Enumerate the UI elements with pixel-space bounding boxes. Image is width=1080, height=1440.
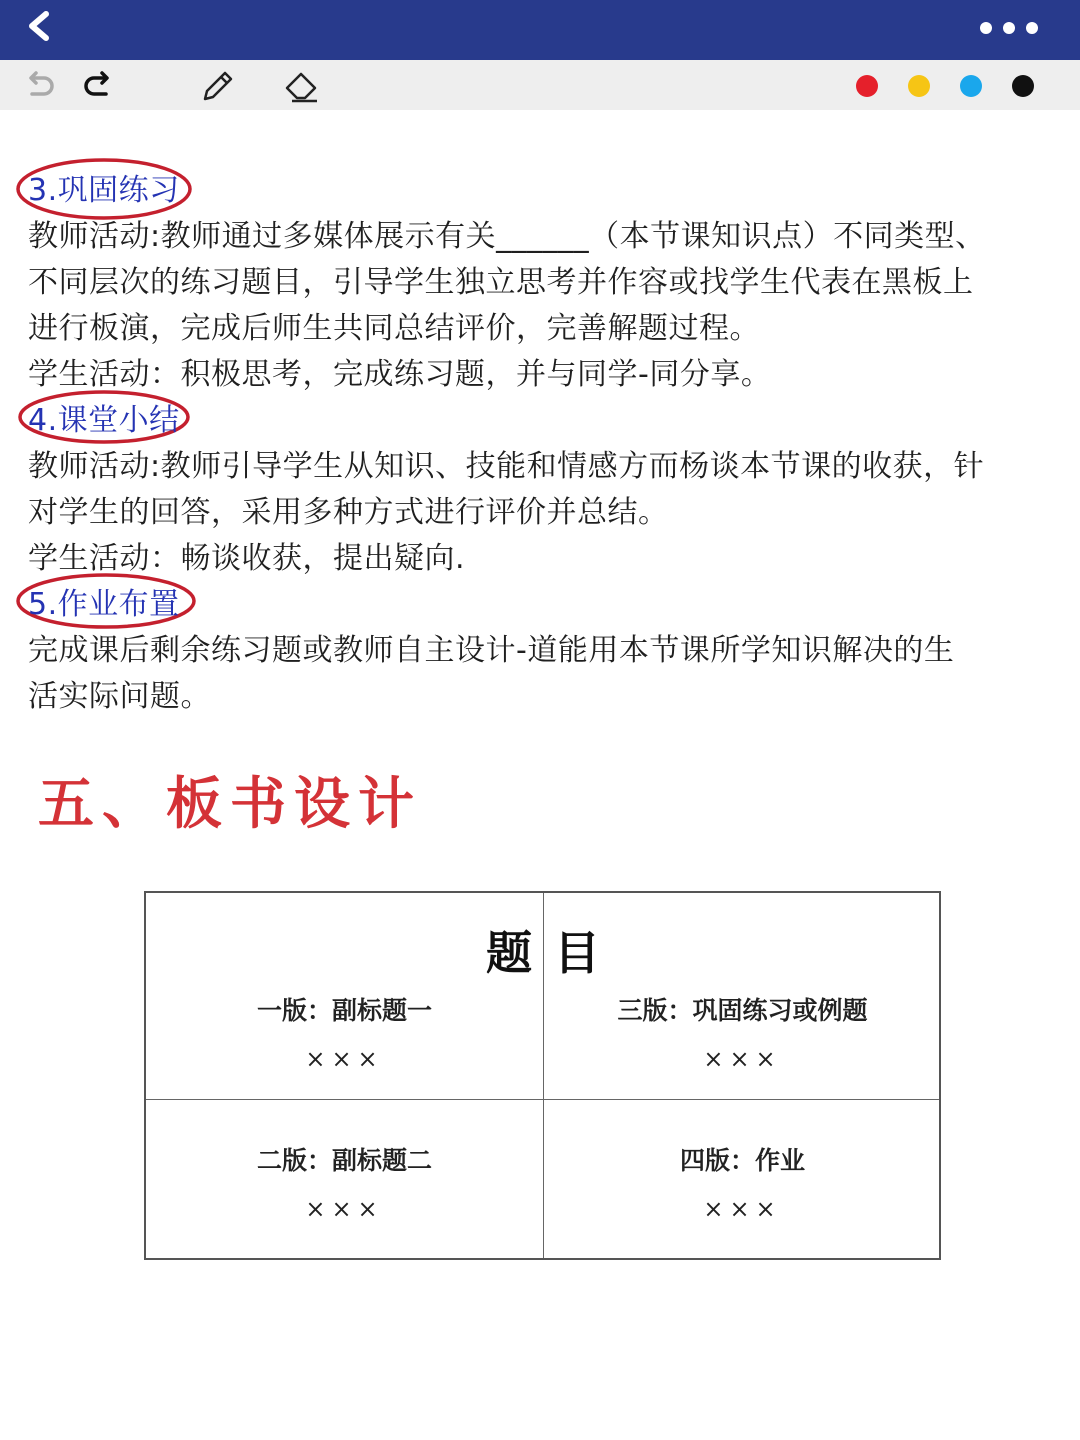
document-content xyxy=(28,168,1058,720)
paragraph-line: 学生活动：积极思考，完成练习题，并与同学-同分享。 xyxy=(28,357,772,392)
color-black-swatch[interactable] xyxy=(1012,75,1034,97)
board-cell-label: 四版：作业 xyxy=(679,1146,805,1175)
color-blue-swatch[interactable] xyxy=(960,75,982,97)
paragraph-line: 进行板演，完成后师生共同总结评价，完善解题过程。 xyxy=(28,311,760,346)
more-dots-icon xyxy=(976,18,1042,38)
board-cell-value: ××× xyxy=(703,1195,782,1223)
color-yellow-swatch[interactable] xyxy=(908,75,930,97)
pen-tool-button[interactable] xyxy=(199,68,235,104)
table-divider-horizontal xyxy=(146,1099,939,1100)
paragraph-line: 不同层次的练习题目，引导学生独立思考并作容或找学生代表在黑板上 xyxy=(28,265,974,300)
more-options-button[interactable] xyxy=(976,18,1042,38)
paragraph-line: 活实际问题。 xyxy=(28,679,211,714)
paragraph-line: 完成课后剩余练习题或教师自主设计-道能用本节课所学知识解决的生 xyxy=(28,633,955,668)
back-button[interactable] xyxy=(20,8,60,48)
eraser-icon xyxy=(283,68,319,104)
color-red-swatch[interactable] xyxy=(856,75,878,97)
redo-icon xyxy=(80,68,116,104)
section-heading-summary: 4.课堂小结 xyxy=(28,398,1058,444)
redo-button[interactable] xyxy=(80,68,116,104)
board-design-table xyxy=(144,891,941,1260)
paragraph-line: 学生活动：畅谈收获，提出疑向. xyxy=(28,541,466,576)
paragraph-line: 教师活动:教师通过多媒体展示有关______（本节课知识点）不同类型、 xyxy=(28,219,986,254)
board-cell-value: ××× xyxy=(305,1195,384,1223)
section-heading-homework: 5.作业布置 xyxy=(28,582,1058,628)
section-title: 五、板书设计 xyxy=(38,771,422,837)
undo-button[interactable] xyxy=(22,68,58,104)
board-cell-label: 二版：副标题二 xyxy=(256,1146,432,1175)
undo-icon xyxy=(22,68,58,104)
board-cell-value: ××× xyxy=(703,1045,782,1073)
section-heading-practice: 3.巩固练习 xyxy=(28,168,1058,214)
top-bar xyxy=(0,0,1080,60)
paragraph-line: 教师活动:教师引导学生从知识、技能和情感方而杨谈本节课的收获，针 xyxy=(28,449,985,484)
chevron-left-icon xyxy=(20,8,60,48)
board-cell-label: 三版：巩固练习或例题 xyxy=(617,996,868,1025)
board-cell-value: ××× xyxy=(305,1045,384,1073)
edit-toolbar xyxy=(0,60,1080,110)
board-title: 题目 xyxy=(486,926,622,980)
board-cell-label: 一版：副标题一 xyxy=(256,996,432,1025)
pencil-icon xyxy=(199,68,235,104)
eraser-tool-button[interactable] xyxy=(283,68,319,104)
paragraph-line: 对学生的回答，采用多种方式进行评价并总结。 xyxy=(28,495,669,530)
